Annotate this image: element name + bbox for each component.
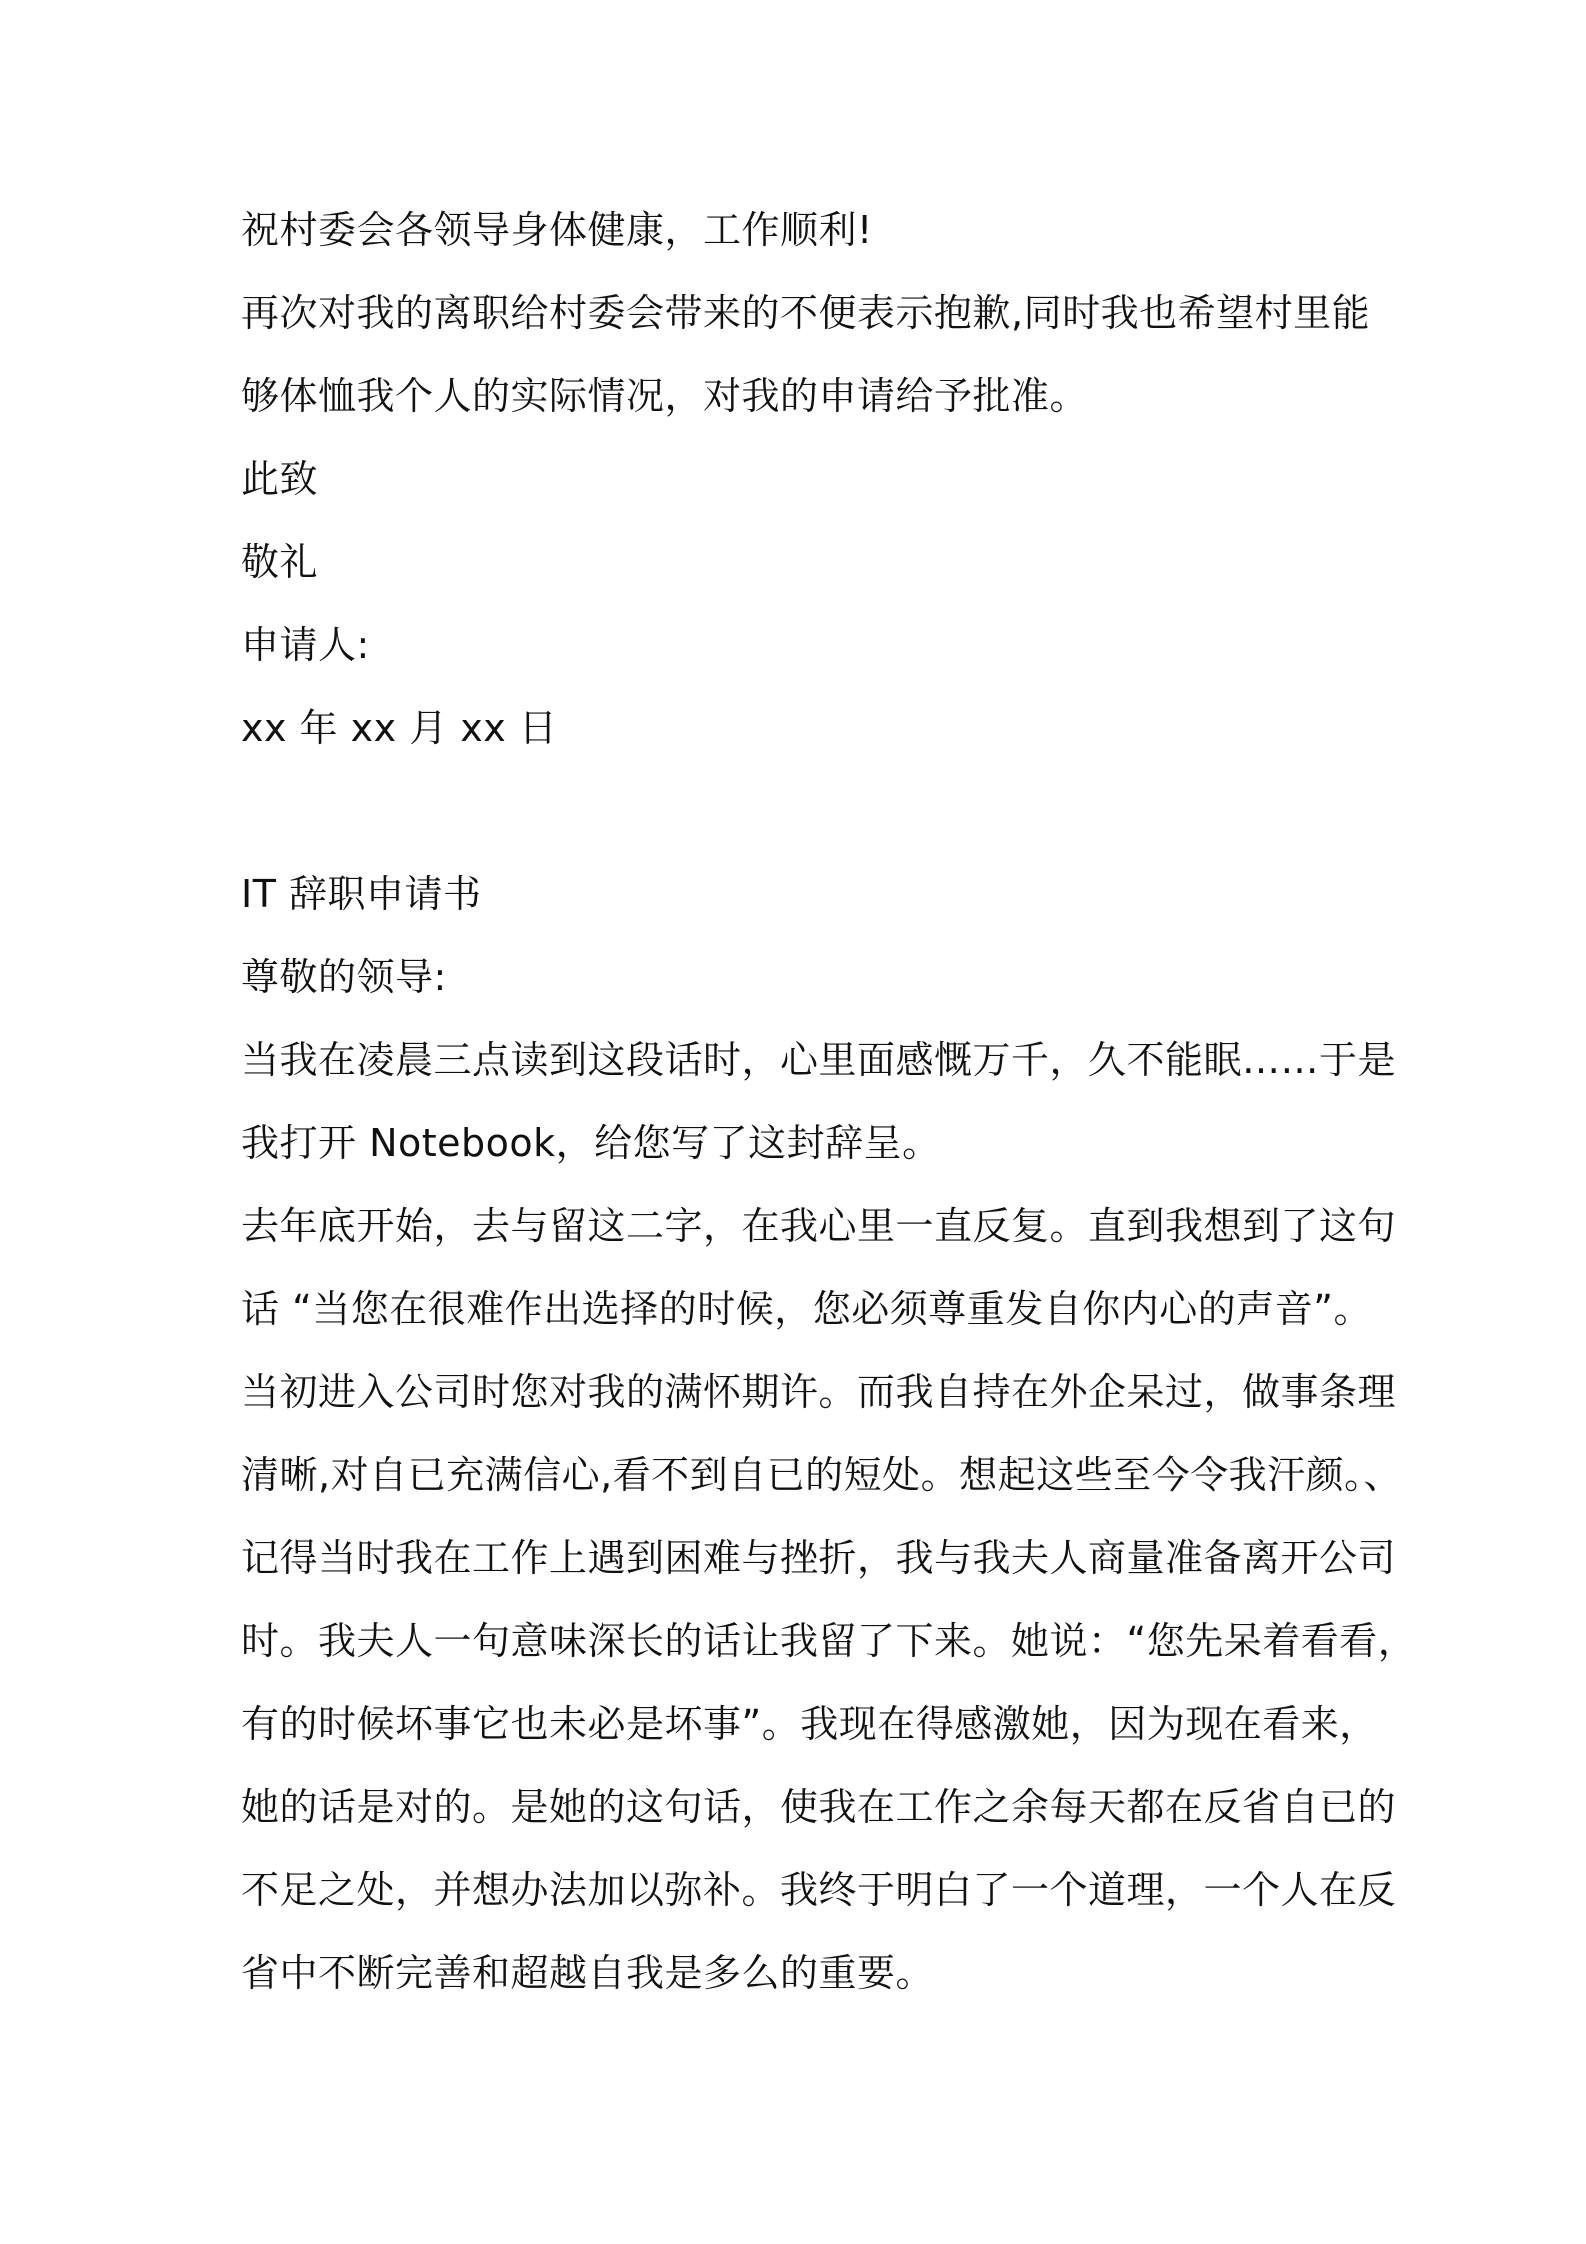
closing-wish: 祝村委会各领导身体健康，工作顺利! [241, 208, 873, 252]
body-text-line: 话 “当您在很难作出选择的时候，您必须尊重发自你内心的声音”。 [241, 1287, 1372, 1331]
body-text-line: 时。我夫人一句意味深长的话让我留了下来。她说：“您先呆着看看， [241, 1619, 1417, 1663]
body-text-line: 不足之处，并想办法加以弥补。我终于明白了一个道理，一个人在反 [241, 1868, 1397, 1912]
body-text-line: 当我在凌晨三点读到这段话时，心里面感慨万千，久不能眠……于是 [241, 1038, 1397, 1082]
document-title: IT 辞职申请书 [241, 872, 482, 916]
body-text-line: 够体恤我个人的实际情况，对我的申请给予批准。 [241, 374, 1089, 418]
date-line: xx 年 xx 月 xx 日 [241, 706, 558, 750]
salutation: 尊敬的领导: [241, 955, 447, 999]
body-text-line: 去年底开始，去与留这二字，在我心里一直反复。直到我想到了这句 [241, 1204, 1397, 1248]
closing-phrase: 此致 [241, 457, 319, 501]
applicant-label: 申请人: [241, 623, 370, 667]
closing-phrase: 敬礼 [241, 540, 319, 584]
body-text-line: 记得当时我在工作上遇到困难与挫折，我与我夫人商量准备离开公司 [241, 1536, 1397, 1580]
body-text-line: 当初进入公司时您对我的满怀期许。而我自持在外企呆过，做事条理 [241, 1370, 1397, 1414]
body-text-line: 我打开 Notebook，给您写了这封辞呈。 [241, 1121, 941, 1165]
body-text-line: 有的时候坏事它也未必是坏事”。我现在得感激她，因为现在看来， [241, 1702, 1378, 1746]
body-text-line: 再次对我的离职给村委会带来的不便表示抱歉,同时我也希望村里能 [241, 291, 1371, 335]
body-text-line: 省中不断完善和超越自我是多么的重要。 [241, 1951, 935, 1995]
body-text-line: 她的话是对的。是她的这句话，使我在工作之余每天都在反省自已的 [241, 1785, 1397, 1829]
body-text-line: 清晰,对自已充满信心,看不到自已的短处。想起这些至今令我汗颜。、 [241, 1453, 1403, 1497]
